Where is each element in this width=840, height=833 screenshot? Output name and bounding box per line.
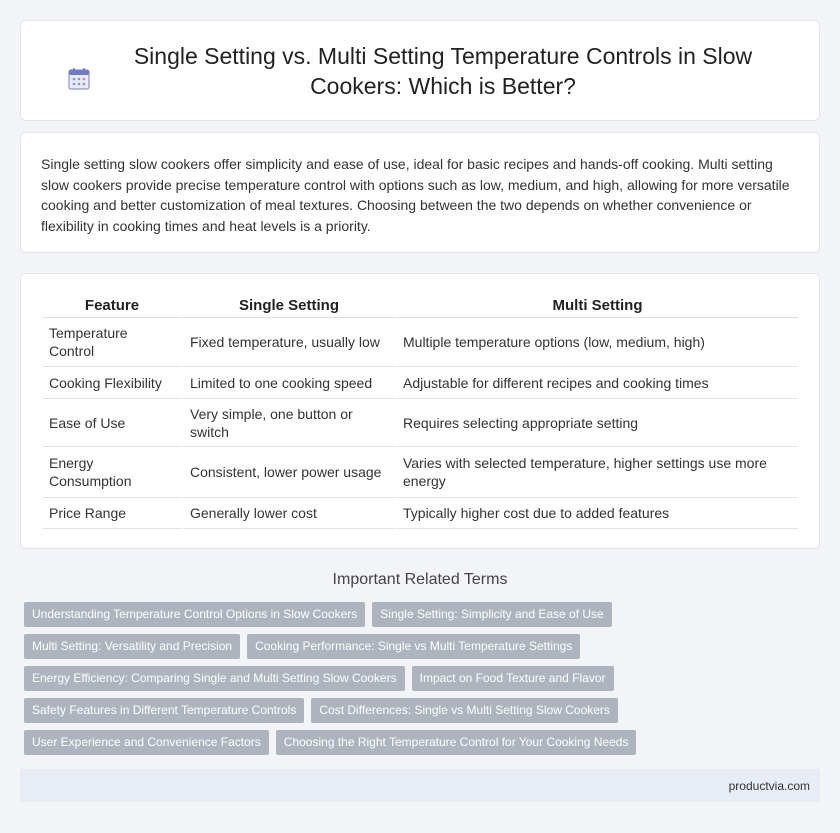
related-terms-heading: Important Related Terms (332, 571, 508, 588)
table-cell: Fixed temperature, usually low (181, 318, 394, 367)
table-cell: Ease of Use (43, 399, 181, 447)
intro-card (20, 132, 820, 253)
header-multi-setting: Multi Setting (394, 296, 798, 318)
title-card (20, 20, 820, 121)
related-term-tag[interactable]: Cooking Performance: Single vs Multi Temperature Settings (247, 634, 580, 659)
table-row (43, 498, 798, 529)
table-cell: Temperature Control (43, 318, 181, 367)
table-cell: Multiple temperature options (low, medium, high) (394, 318, 798, 367)
related-term-tag[interactable]: Understanding Temperature Control Options in Slow Cookers (24, 602, 365, 627)
table-cell: Very simple, one button or switch (181, 399, 394, 447)
table-header-row (43, 296, 798, 318)
tag-row (24, 602, 824, 628)
table-cell: Cooking Flexibility (43, 367, 181, 399)
tag-row (24, 666, 824, 692)
table-cell: Requires selecting appropriate setting (394, 399, 798, 447)
table-row (43, 367, 798, 399)
tag-row (24, 730, 824, 756)
related-term-tag[interactable]: Choosing the Right Temperature Control for Your Cooking Needs (276, 730, 637, 755)
calendar-icon (67, 67, 91, 91)
table-row (43, 399, 798, 447)
tag-row (24, 698, 824, 724)
related-terms-list (24, 602, 824, 762)
table-cell: Price Range (43, 498, 181, 529)
table-cell: Limited to one cooking speed (181, 367, 394, 399)
related-term-tag[interactable]: Cost Differences: Single vs Multi Setting Slow Cookers (311, 698, 618, 723)
footer-site-link[interactable]: productvia.com (728, 779, 810, 793)
header-feature: Feature (43, 296, 181, 318)
footer (20, 769, 820, 802)
title-wrap (67, 41, 773, 101)
related-term-tag[interactable]: User Experience and Convenience Factors (24, 730, 269, 755)
comparison-table-card (20, 273, 820, 549)
related-term-tag[interactable]: Impact on Food Texture and Flavor (412, 666, 614, 691)
related-term-tag[interactable]: Multi Setting: Versatility and Precision (24, 634, 240, 659)
related-term-tag[interactable]: Safety Features in Different Temperature Controls (24, 698, 304, 723)
tag-row (24, 634, 824, 660)
table-row (43, 447, 798, 498)
header-single-setting: Single Setting (181, 296, 394, 318)
table-cell: Typically higher cost due to added features (394, 498, 798, 529)
page-title: Single Setting vs. Multi Setting Temperature Controls in Slow Cookers: Which is Better? (133, 42, 753, 99)
related-term-tag[interactable]: Single Setting: Simplicity and Ease of Use (372, 602, 611, 627)
comparison-table (43, 296, 798, 529)
table-cell: Varies with selected temperature, higher settings use more energy (394, 447, 798, 498)
table-cell: Adjustable for different recipes and cooking times (394, 367, 798, 399)
intro-text: Single setting slow cookers offer simplicity and ease of use, ideal for basic recipes and hands-off cooking. Multi setting slow cookers provide precise temperature control with options such as low, medium, and high, allowing for more versatile cooking and better customization of meal textures. Choosing between the two depends on whether convenience or flexibility in cooking times and heat levels is a priority. (41, 156, 790, 234)
related-term-tag[interactable]: Energy Efficiency: Comparing Single and Multi Setting Slow Cookers (24, 666, 405, 691)
table-cell: Generally lower cost (181, 498, 394, 529)
table-cell: Consistent, lower power usage (181, 447, 394, 498)
table-cell: Energy Consumption (43, 447, 181, 498)
table-row (43, 318, 798, 367)
